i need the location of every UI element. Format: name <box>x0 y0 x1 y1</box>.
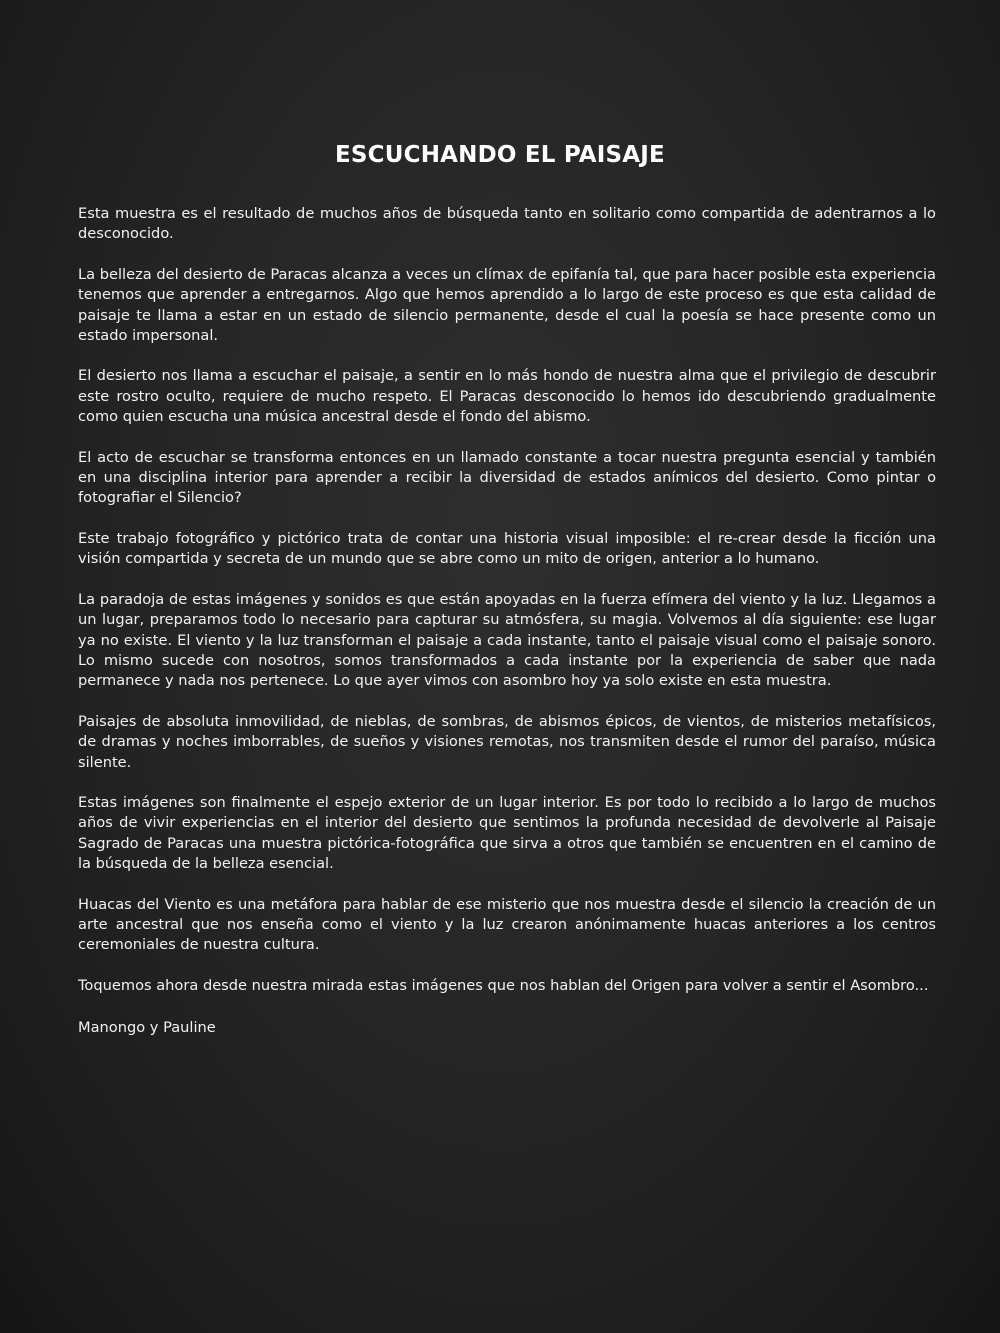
paragraph-1: Esta muestra es el resultado de muchos años de búsqueda tanto en solitario como compartida de adentrarnos a lo desconocido. <box>78 205 936 243</box>
paragraph-3: El desierto nos llama a escuchar el paisaje, a sentir en lo más hondo de nuestra alma que el privilegio de descubrir este rostro oculto, requiere de mucho respeto. El Paracas desconocido lo hemos ido descubriendo gradualmente como quien escucha una música ancestral desde el fondo del abismo. <box>78 367 936 426</box>
panel-title: ESCUCHANDO EL PAISAJE <box>335 142 665 168</box>
paragraph-7: Paisajes de absoluta inmovilidad, de nieblas, de sombras, de abismos épicos, de vientos, de misterios metafísicos, de dramas y noches imborrables, de sueños y visiones remotas, nos transmiten desde el rumor del paraíso, música silente. <box>78 712 936 771</box>
paragraph-8: Estas imágenes son finalmente el espejo exterior de un lugar interior. Es por todo lo recibido a lo largo de muchos años de vivir experiencias en el interior del desierto que sentimos la profunda necesidad de devolverle al Paisaje Sagrado de Paracas una muestra pictórica-fotográfica que sirva a otros que también se encuentren en el camino de la búsqueda de la belleza esencial. <box>78 793 936 873</box>
paragraph-10: Toquemos ahora desde nuestra mirada estas imágenes que nos hablan del Origen para volver a sentir el Asombro... <box>78 976 929 994</box>
panel-body <box>78 204 936 1039</box>
paragraph-9: Huacas del Viento es una metáfora para hablar de ese misterio que nos muestra desde el silencio la creación de un arte ancestral que nos enseña como el viento y la luz crearon anónimamente huacas anteriores a los centros ceremoniales de nuestra cultura. <box>78 895 936 954</box>
paragraph-5: Este trabajo fotográfico y pictórico trata de contar una historia visual imposible: el re-crear desde la ficción una visión compartida y secreta de un mundo que se abre como un mito de origen, anterior a lo humano. <box>78 529 936 568</box>
paragraph-2: La belleza del desierto de Paracas alcanza a veces un clímax de epifanía tal, que para hacer posible esta experiencia tenemos que aprender a entregarnos. Algo que hemos aprendido a lo largo de este proceso es que esta calidad de paisaje te llama a estar en un estado de silencio permanente, desde el cual la poesía se hace presente como un estado impersonal. <box>78 265 936 345</box>
paragraph-6: La paradoja de estas imágenes y sonidos es que están apoyadas en la fuerza efímera del viento y la luz. Llegamos a un lugar, preparamos todo lo necesario para capturar su atmósfera, su magia. Volvemos al día siguiente: ese lugar ya no existe. El viento y la luz transforman el paisaje a cada instante, tanto el paisaje visual como el paisaje sonoro. Lo mismo sucede con nosotros, somos transformados a cada instante por la experiencia de saber que nada permanece y nada nos pertenece. Lo que ayer vimos con asombro hoy ya solo existe en esta muestra. <box>78 590 936 690</box>
paragraph-4: El acto de escuchar se transforma entonces en un llamado constante a tocar nuestra pregunta esencial y también en una disciplina interior para aprender a recibir la diversidad de estados anímicos del desierto. Como pintar o fotografiar el Silencio? <box>78 448 936 507</box>
signature: Manongo y Pauline <box>78 1019 216 1037</box>
